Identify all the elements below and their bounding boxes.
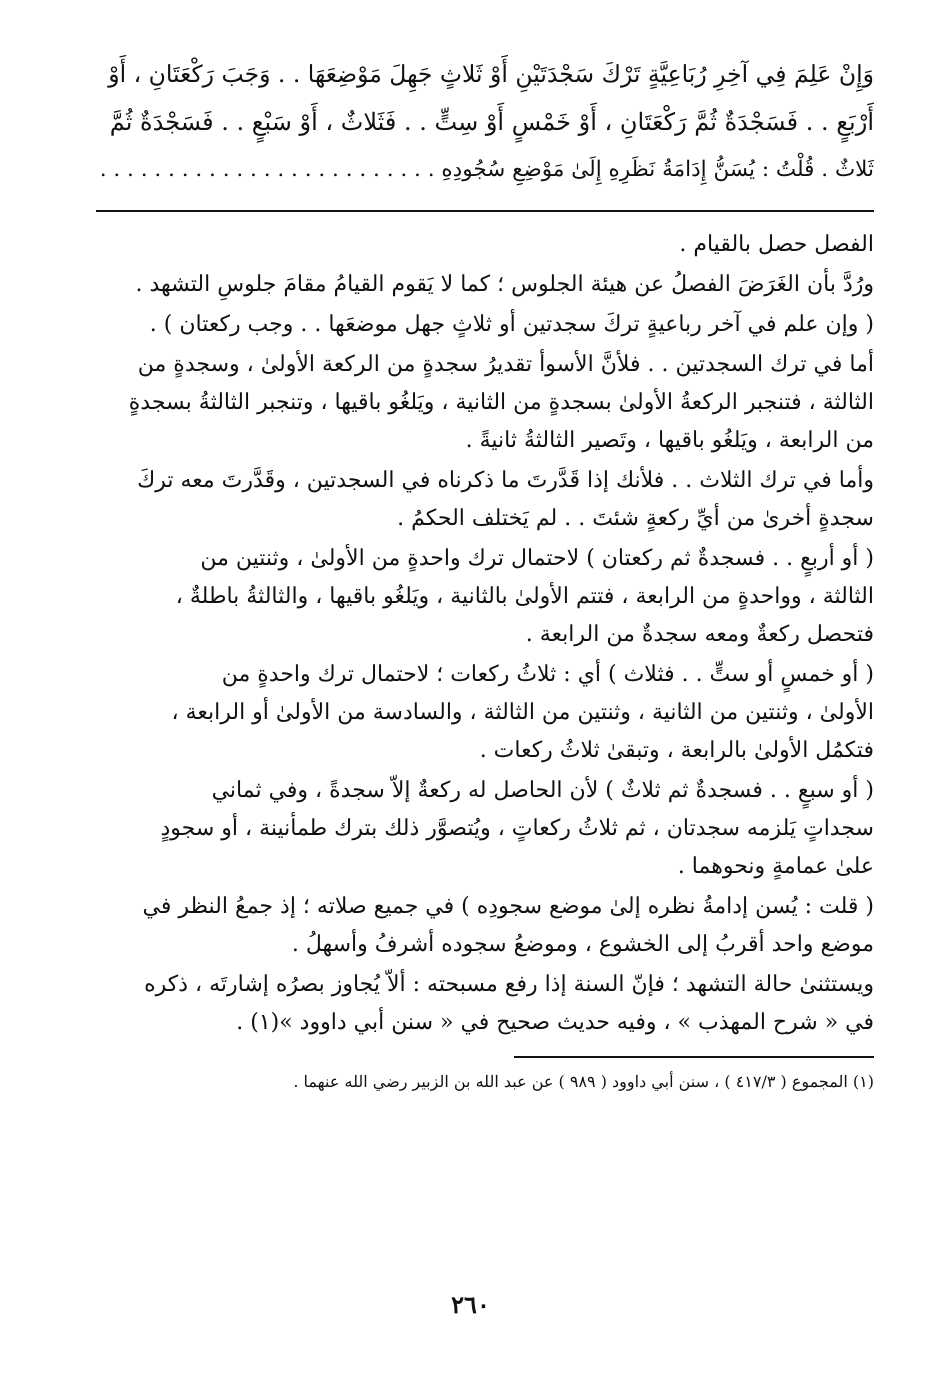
commentary-line: في « شرح المهذب » ، وفيه حديث صحيح في « سنن أبي داوود »(١) . (236, 1010, 874, 1035)
commentary-line: الثالثة ، فتنجبر الركعةُ الأولىٰ بسجدةٍ من الثانية ، ويَلغُو باقيها ، وتنجبر الثالثةُ بسجدةٍ (128, 390, 874, 415)
commentary-paragraph (96, 226, 874, 264)
commentary-line: الثالثة ، وواحدةٍ من الرابعة ، فتتم الأولىٰ بالثانية ، ويَلغُو باقيها ، والثالثةُ باطلةٌ ، (175, 584, 874, 609)
commentary-paragraph (96, 656, 874, 770)
commentary-line: سجداتٍ يَلزمه سجدتان ، ثم ثلاثُ ركعاتٍ ، ويُتصوَّر ذلك بترك طمأنينة ، أو سجودٍ (160, 816, 874, 841)
commentary-line: فتحصل ركعةٌ ومعه سجدةٌ من الرابعة . (525, 622, 874, 647)
commentary-line: ويستثنىٰ حالة التشهد ؛ فإنّ السنة إذا رفع مسبحته : ألاّ يُجاوز بصرُه إشارتَه ، ذكره (144, 972, 874, 997)
page-body (96, 50, 874, 1094)
commentary-line: ( أو أربعٍ . . فسجدةٌ ثم ركعتان ) لاحتمال ترك واحدةٍ من الأولىٰ ، وثنتين من (200, 546, 874, 571)
matn-line: وَإِنْ عَلِمَ فِي آخِرِ رُبَاعِيَّةٍ تَرْكَ سَجْدَتَيْنِ أَوْ ثَلاثٍ جَهِلَ مَوْضِعَهَا . . وَجَبَ رَكْعَتَانِ ، أَوْ (108, 60, 874, 88)
commentary-line: فتكمُل الأولىٰ بالرابعة ، وتبقىٰ ثلاثُ ركعات . (479, 738, 874, 763)
matn-line: ثَلاثٌ . قُلْتُ : يُسَنُّ إِدَامَةُ نَظَرِهِ إِلَىٰ مَوْضِعِ سُجُودِهِ . . . . . . . . . . . . . . . . . . . . . . . . . (99, 157, 874, 182)
commentary-line: من الرابعة ، ويَلغُو باقيها ، وتَصير الثالثةُ ثانيةً . (465, 428, 874, 453)
commentary-text (96, 226, 874, 1042)
commentary-line: موضع واحد أقربُ إلى الخشوع ، وموضعُ سجوده أشرفُ وأسهلُ . (291, 932, 874, 957)
commentary-paragraph (96, 540, 874, 654)
commentary-line: ( أو سبعٍ . . فسجدةٌ ثم ثلاثٌ ) لأن الحاصل له ركعةٌ إلاّ سجدةً ، وفي ثماني (211, 778, 874, 803)
footnote-separator-rule (514, 1056, 874, 1058)
commentary-line: ورُدَّ بأن الغَرَضَ الفصلُ عن هيئة الجلوس ؛ كما لا يَقوم القيامُ مقامَ جلوسِ التشهد . (135, 272, 874, 297)
commentary-paragraph (96, 772, 874, 886)
commentary-paragraph (96, 306, 874, 344)
commentary-line: الفصل حصل بالقيام . (679, 232, 874, 257)
page-number: ٢٦٠ (451, 1290, 490, 1319)
commentary-line: علىٰ عمامةٍ ونحوهما . (677, 854, 874, 879)
footnote: (١) المجموع ( ٤١٧/٣ ) ، سنن أبي داوود ( ٩٨٩ ) عن عبد الله بن الزبير رضي الله عنهما . (293, 1072, 874, 1091)
commentary-paragraph (96, 888, 874, 964)
matn-separator-rule (96, 210, 874, 212)
matn-text (96, 50, 874, 194)
commentary-line: أما في ترك السجدتين . . فلأنَّ الأسوأ تقديرُ سجدةٍ من الركعة الأولىٰ ، وسجدةٍ من (137, 352, 874, 377)
commentary-line: ( أو خمسٍ أو ستٍّ . . فثلاث ) أي : ثلاثُ ركعات ؛ لاحتمال ترك واحدةٍ من (221, 662, 874, 687)
commentary-line: سجدةٍ أخرىٰ من أيِّ ركعةٍ شئتَ . . لم يَختلف الحكمُ . (397, 506, 874, 531)
commentary-paragraph (96, 266, 874, 304)
commentary-paragraph (96, 346, 874, 460)
commentary-paragraph (96, 462, 874, 538)
commentary-line: وأما في ترك الثلاث . . فلأنك إذا قَدَّرتَ ما ذكرناه في السجدتين ، وقَدَّرتَ معه تركَ (137, 468, 874, 493)
matn-line: أَرْبَعٍ . . فَسَجْدَةٌ ثُمَّ رَكْعَتَانِ ، أَوْ خَمْسٍ أَوْ سِتٍّ . . فَثَلاثٌ ، أَوْ سَبْعٍ . . فَسَجْدَةٌ ثُمَّ (109, 108, 874, 136)
commentary-paragraph (96, 966, 874, 1042)
commentary-line: ( وإن علم في آخر رباعيةٍ تركَ سجدتين أو ثلاثٍ جهل موضعَها . . وجب ركعتان ) . (149, 312, 874, 337)
commentary-line: ( قلت : يُسن إدامةُ نظره إلىٰ موضع سجودِه ) في جميع صلاته ؛ إذ جمعُ النظر في (142, 894, 874, 919)
commentary-line: الأولىٰ ، وثنتين من الثانية ، وثنتين من الثالثة ، والسادسة من الأولىٰ أو الرابعة ، (171, 700, 874, 725)
